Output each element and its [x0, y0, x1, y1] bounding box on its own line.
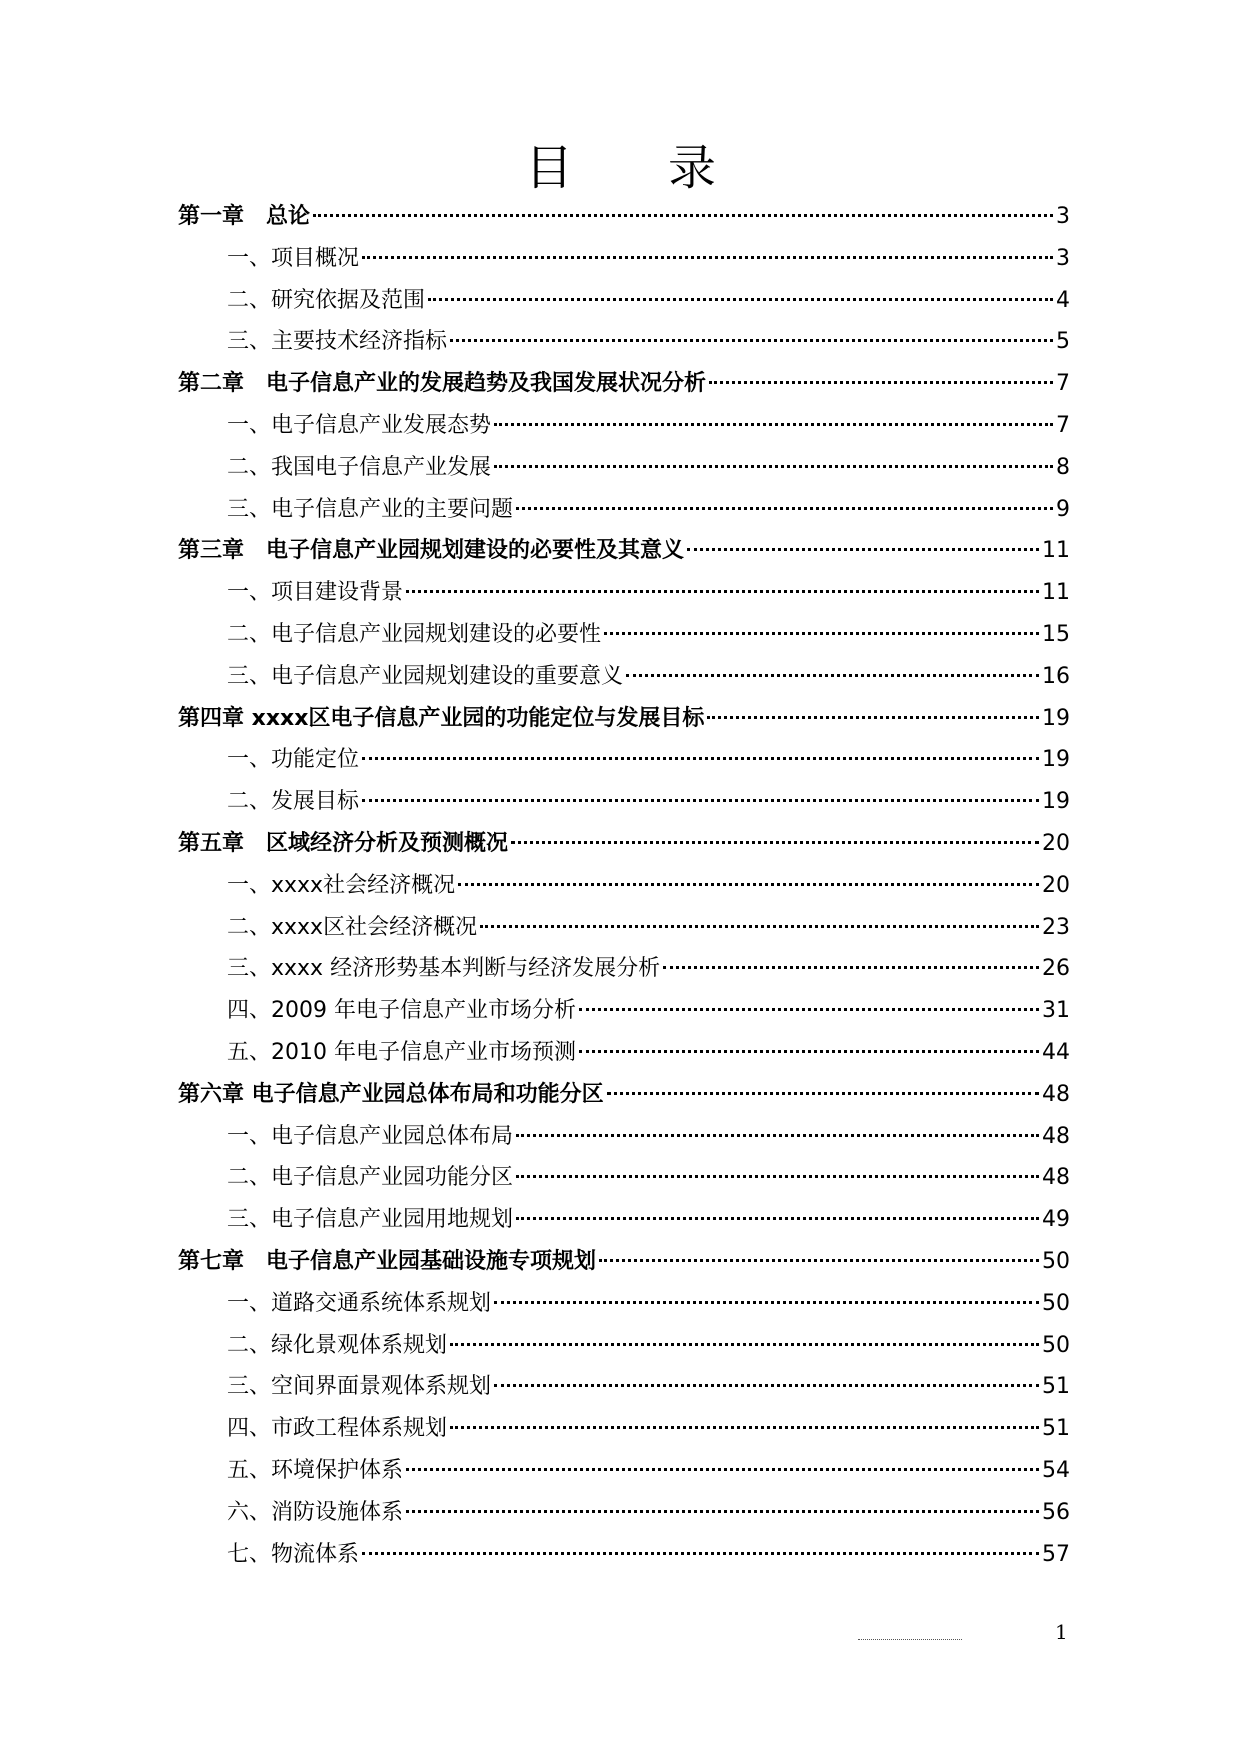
toc-dot-leader: [579, 1049, 1039, 1053]
toc-section-entry[interactable]: [227, 1331, 1070, 1361]
toc-dot-leader: [494, 1383, 1039, 1387]
toc-dot-leader: [313, 213, 1053, 217]
toc-dot-leader: [626, 673, 1039, 677]
toc-entry-label: 三、电子信息产业园规划建设的重要意义: [227, 663, 624, 689]
toc-section-entry[interactable]: [227, 453, 1070, 483]
toc-entry-page: 48: [1042, 1123, 1070, 1149]
toc-dot-leader: [428, 297, 1053, 301]
toc-entry-page: 31: [1042, 998, 1070, 1024]
toc-entry-page: 4: [1056, 287, 1070, 313]
toc-entry-page: 26: [1042, 956, 1070, 982]
toc-entry-label: 七、物流体系: [227, 1541, 360, 1567]
toc-entry-page: 51: [1042, 1416, 1070, 1442]
toc-section-entry[interactable]: [227, 1122, 1070, 1152]
toc-section-entry[interactable]: [227, 495, 1070, 525]
toc-dot-leader: [511, 840, 1039, 844]
toc-entry-label: 一、电子信息产业发展态势: [227, 413, 492, 438]
toc-dot-leader: [709, 380, 1053, 384]
toc-entry-page: 16: [1042, 663, 1070, 689]
page-title: [0, 138, 1241, 198]
toc-dot-leader: [450, 1425, 1039, 1429]
toc-section-entry[interactable]: [227, 578, 1070, 608]
toc-entry-label: 二、xxxx区社会经济概况: [227, 914, 478, 940]
toc-entry-page: 56: [1042, 1499, 1070, 1525]
page-number: 1: [1055, 1620, 1068, 1644]
toc-dot-leader: [362, 756, 1039, 760]
toc-entry-page: 19: [1042, 789, 1070, 815]
toc-dot-leader: [663, 965, 1039, 969]
toc-entry-label: 第五章 区域经济分析及预测概况: [178, 831, 509, 856]
toc-entry-label: 四、市政工程体系规划: [227, 1416, 448, 1442]
toc-dot-leader: [516, 1174, 1039, 1178]
toc-dot-leader: [707, 715, 1039, 719]
toc-dot-leader: [362, 798, 1039, 802]
toc-section-entry[interactable]: [227, 745, 1070, 775]
toc-entry-page: 54: [1042, 1458, 1070, 1483]
toc-section-entry[interactable]: [227, 411, 1070, 441]
toc-entry-label: 二、我国电子信息产业发展: [227, 454, 492, 480]
toc-section-entry[interactable]: [227, 327, 1070, 357]
title-char-1: 目: [524, 140, 573, 196]
toc-section-entry[interactable]: [227, 1372, 1070, 1402]
toc-section-entry[interactable]: [227, 662, 1070, 692]
toc-section-entry[interactable]: [227, 1289, 1070, 1319]
toc-section-entry[interactable]: [227, 1205, 1070, 1235]
toc-entry-label: 二、电子信息产业园功能分区: [227, 1165, 514, 1191]
toc-dot-leader: [450, 1342, 1039, 1346]
toc-entry-label: 三、电子信息产业园用地规划: [227, 1207, 514, 1233]
toc-section-entry[interactable]: [227, 1414, 1070, 1444]
toc-entry-label: 六、消防设施体系: [227, 1499, 404, 1525]
toc-entry-page: 15: [1042, 622, 1070, 647]
toc-chapter-entry[interactable]: [178, 536, 1070, 566]
toc-entry-label: 一、项目概况: [227, 245, 360, 271]
toc-entry-page: 11: [1042, 580, 1070, 606]
toc-entry-label: 二、研究依据及范围: [227, 287, 426, 313]
toc-dot-leader: [362, 1551, 1039, 1555]
toc-entry-label: 第三章 电子信息产业园规划建设的必要性及其意义: [178, 538, 685, 564]
toc-entry-page: 5: [1056, 329, 1070, 355]
toc-entry-label: 二、电子信息产业园规划建设的必要性: [227, 622, 602, 647]
toc-entry-label: 第六章 电子信息产业园总体布局和功能分区: [178, 1081, 604, 1107]
toc-dot-leader: [450, 338, 1053, 342]
toc-entry-label: 四、2009 年电子信息产业市场分析: [227, 998, 576, 1024]
toc-dot-leader: [494, 464, 1053, 468]
toc-entry-page: 3: [1056, 204, 1070, 229]
toc-entry-label: 第一章 总论: [178, 204, 311, 229]
toc-entry-label: 三、电子信息产业的主要问题: [227, 496, 514, 522]
toc-entry-page: 50: [1042, 1249, 1070, 1274]
toc-section-entry[interactable]: [227, 787, 1070, 817]
toc-section-entry[interactable]: [227, 1498, 1070, 1528]
toc-chapter-entry[interactable]: [178, 1080, 1070, 1110]
toc-dot-leader: [362, 255, 1053, 259]
toc-entry-label: 第二章 电子信息产业的发展趋势及我国发展状况分析: [178, 371, 707, 397]
toc-section-entry[interactable]: [227, 244, 1070, 274]
toc-dot-leader: [494, 1300, 1039, 1304]
toc-section-entry[interactable]: [227, 1163, 1070, 1193]
toc-dot-leader: [458, 882, 1039, 886]
toc-dot-leader: [687, 547, 1039, 551]
toc-section-entry[interactable]: [227, 620, 1070, 650]
toc-entry-page: 20: [1042, 872, 1070, 898]
toc-entry-label: 三、xxxx 经济形势基本判断与经济发展分析: [227, 956, 661, 982]
toc-entry-label: 第四章 xxxx区电子信息产业园的功能定位与发展目标: [178, 705, 705, 731]
toc-dot-leader: [607, 1091, 1039, 1095]
toc-dot-leader: [480, 924, 1039, 928]
toc-entry-page: 50: [1042, 1290, 1070, 1316]
toc-chapter-entry[interactable]: [178, 202, 1070, 232]
toc-dot-leader: [516, 506, 1053, 510]
toc-entry-label: 一、xxxx社会经济概况: [227, 872, 456, 898]
toc-dot-leader: [599, 1258, 1039, 1262]
toc-entry-page: 8: [1056, 454, 1070, 480]
toc-entry-label: 五、2010 年电子信息产业市场预测: [227, 1040, 576, 1065]
toc-dot-leader: [406, 589, 1039, 593]
toc-entry-label: 一、道路交通系统体系规划: [227, 1290, 492, 1316]
toc-entry-page: 19: [1042, 747, 1070, 773]
toc-section-entry[interactable]: [227, 871, 1070, 901]
toc-section-entry[interactable]: [227, 913, 1070, 943]
toc-entry-page: 3: [1056, 245, 1070, 271]
toc-chapter-entry[interactable]: [178, 369, 1070, 399]
footer-divider: [858, 1639, 962, 1640]
toc-entry-page: 51: [1042, 1374, 1070, 1400]
toc-dot-leader: [406, 1467, 1039, 1471]
toc-entry-label: 三、主要技术经济指标: [227, 329, 448, 355]
toc-chapter-entry[interactable]: [178, 829, 1070, 859]
toc-entry-page: 11: [1042, 538, 1070, 564]
toc-entry-page: 7: [1056, 371, 1070, 397]
toc-entry-label: 三、空间界面景观体系规划: [227, 1374, 492, 1400]
toc-entry-page: 19: [1042, 705, 1070, 731]
toc-entry-label: 一、功能定位: [227, 747, 360, 773]
toc-section-entry[interactable]: [227, 1540, 1070, 1570]
toc-dot-leader: [494, 422, 1053, 426]
toc-chapter-entry[interactable]: [178, 1247, 1070, 1277]
toc-entry-page: 23: [1042, 914, 1070, 940]
toc-dot-leader: [406, 1509, 1039, 1513]
toc-entry-label: 第七章 电子信息产业园基础设施专项规划: [178, 1249, 597, 1274]
toc-entry-page: 48: [1042, 1165, 1070, 1191]
toc-section-entry[interactable]: [227, 996, 1070, 1026]
toc-entry-page: 57: [1042, 1541, 1070, 1567]
toc-section-entry[interactable]: [227, 1456, 1070, 1486]
toc-entry-page: 48: [1042, 1081, 1070, 1107]
toc-entry-page: 50: [1042, 1332, 1070, 1358]
toc-dot-leader: [516, 1133, 1039, 1137]
toc-entry-page: 9: [1056, 496, 1070, 522]
toc-entry-label: 一、项目建设背景: [227, 580, 404, 606]
toc-entry-page: 7: [1056, 413, 1070, 438]
toc-entry-label: 二、绿化景观体系规划: [227, 1332, 448, 1358]
toc-section-entry[interactable]: [227, 286, 1070, 316]
toc-entry-label: 五、环境保护体系: [227, 1458, 404, 1483]
toc-section-entry[interactable]: [227, 1038, 1070, 1068]
toc-entry-page: 49: [1042, 1207, 1070, 1233]
toc-entry-label: 二、发展目标: [227, 789, 360, 815]
toc-dot-leader: [579, 1007, 1039, 1011]
toc-entry-page: 44: [1042, 1040, 1070, 1065]
toc-entry-label: 一、电子信息产业园总体布局: [227, 1123, 514, 1149]
toc-dot-leader: [604, 631, 1039, 635]
toc-dot-leader: [516, 1216, 1039, 1220]
toc-entry-page: 20: [1042, 831, 1070, 856]
title-char-2: 录: [668, 140, 717, 196]
toc-section-entry[interactable]: [227, 954, 1070, 984]
toc-chapter-entry[interactable]: [178, 704, 1070, 734]
